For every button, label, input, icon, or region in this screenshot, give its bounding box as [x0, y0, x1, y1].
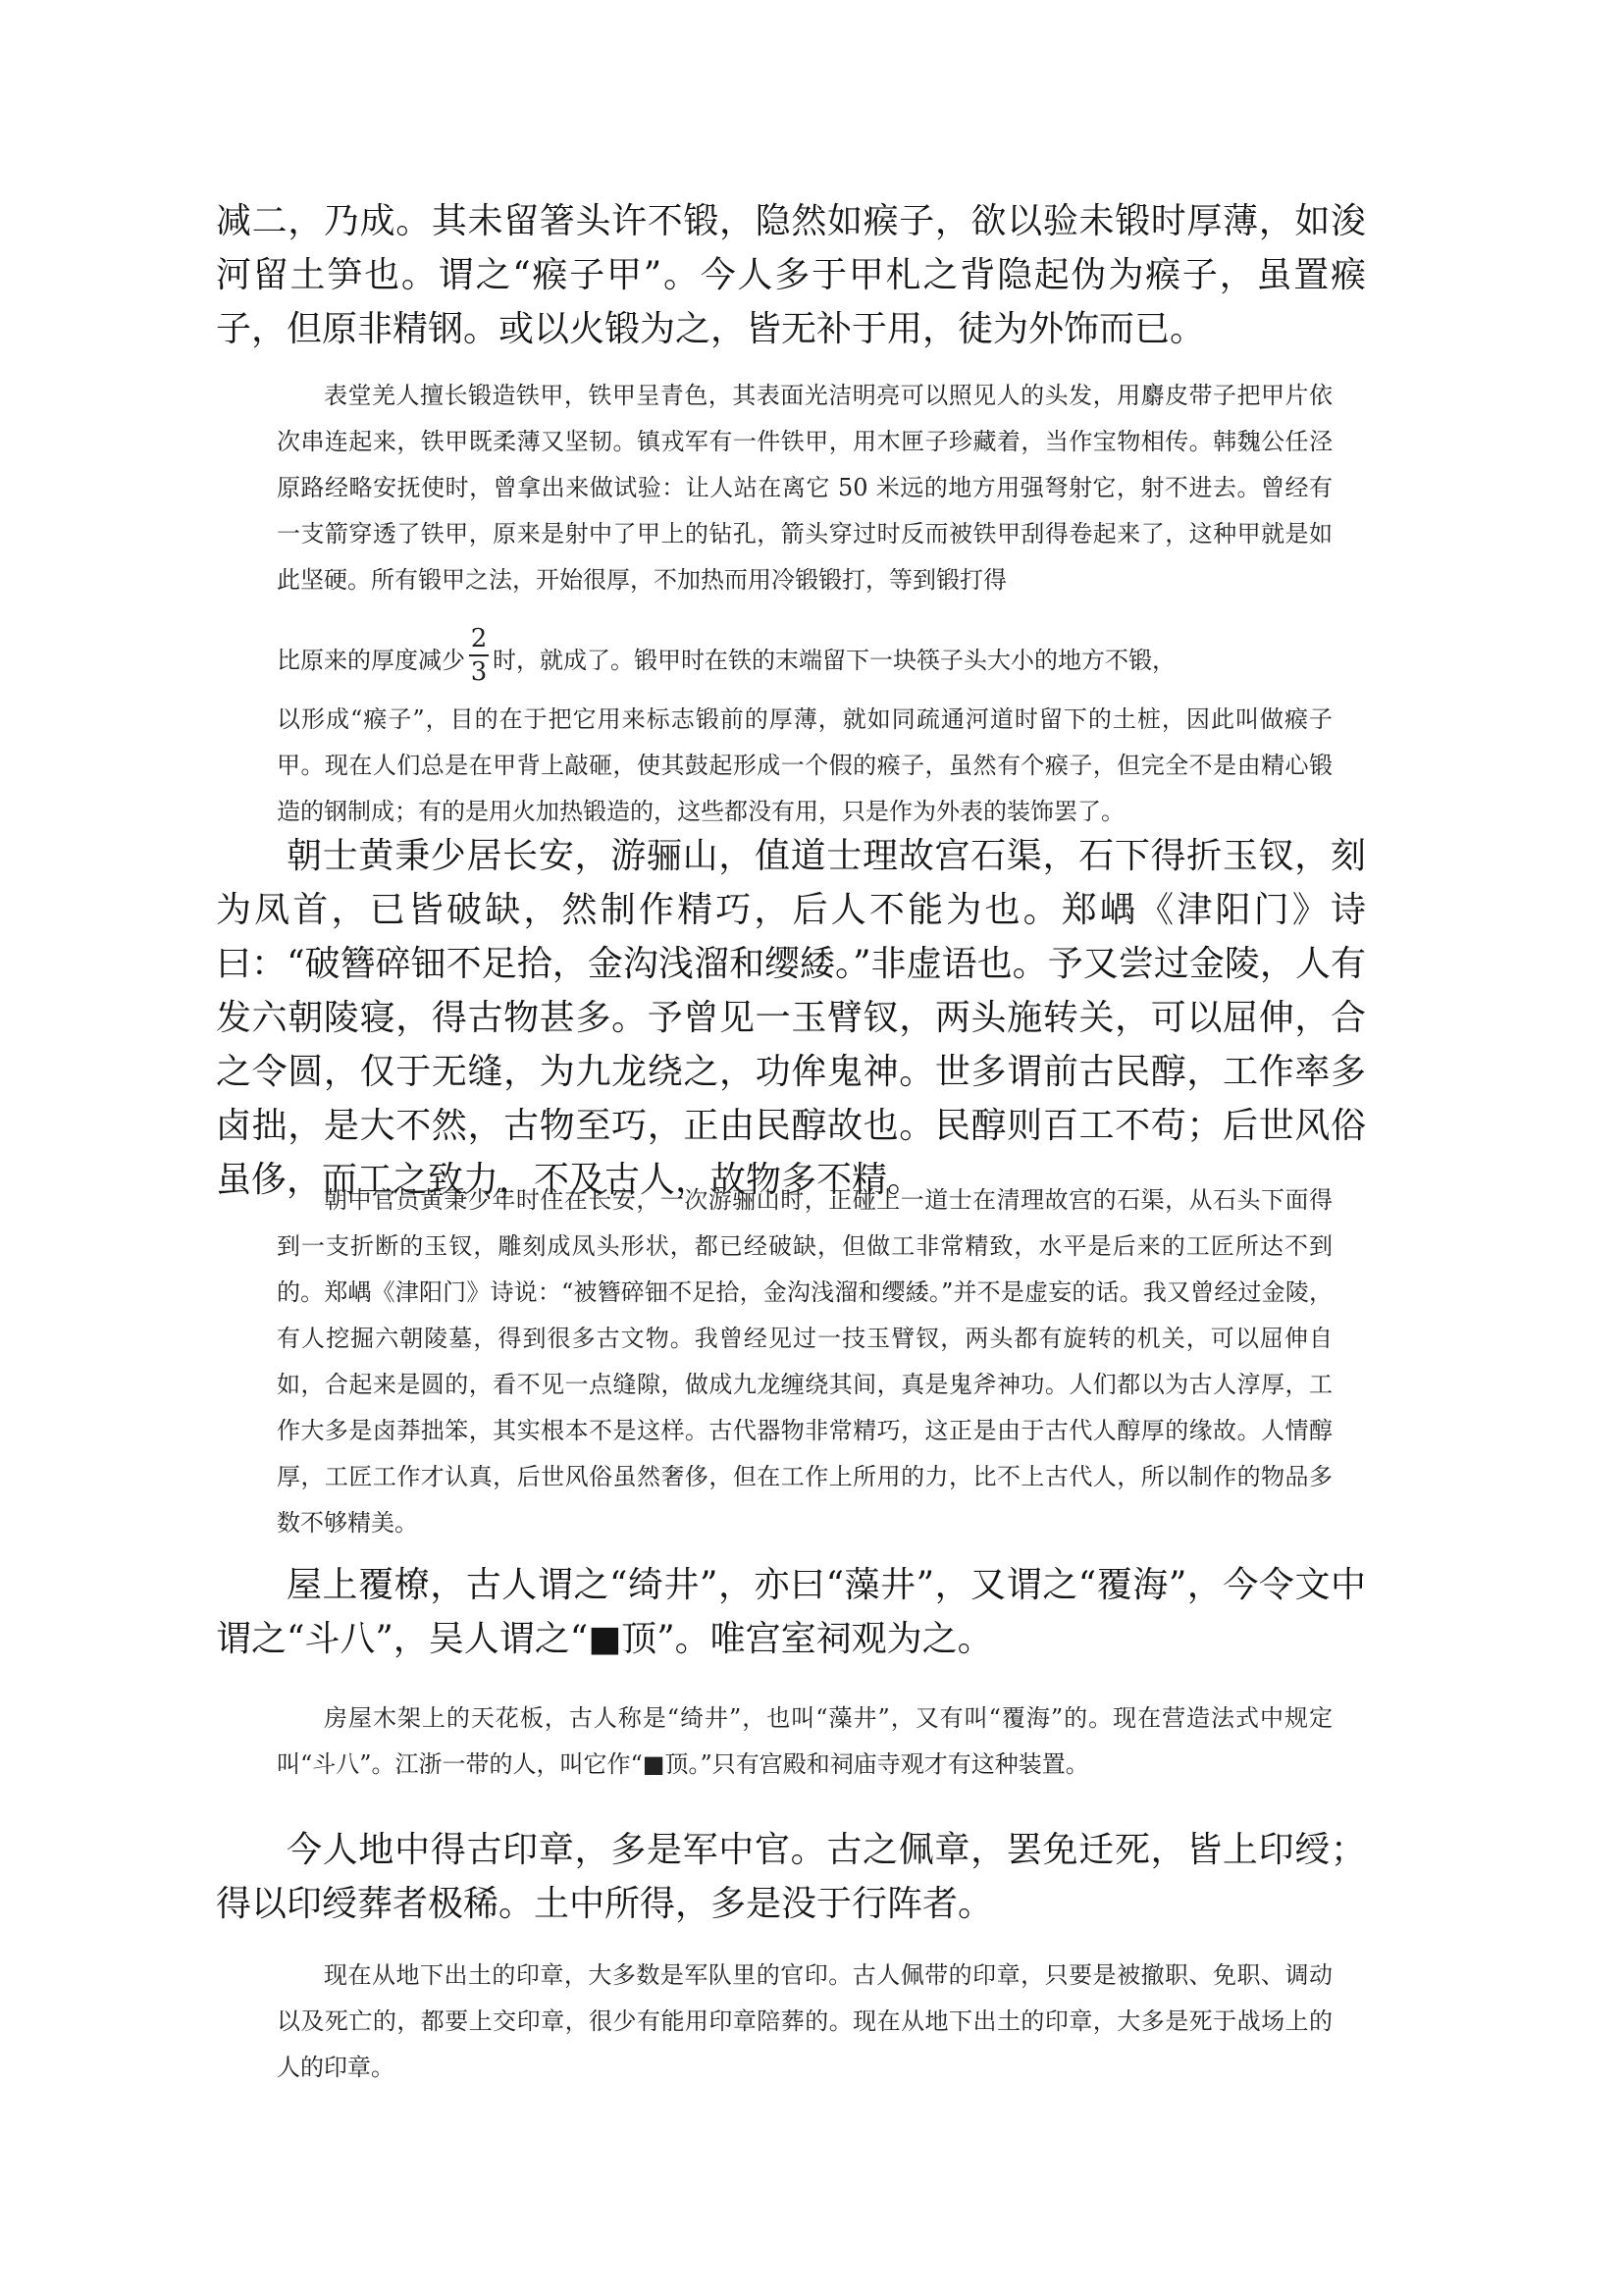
original-text-ceiling: 屋上覆橑，古人谓之“绮井”，亦曰“藻井”，又谓之“覆海”，今令文中谓之“斗八”，吴人谓之“■顶”。唯宫室祠观为之。: [216, 1565, 1366, 1659]
translation-fraction-line: [277, 646, 1333, 675]
fraction-line-before: 比原来的厚度减少: [277, 647, 465, 674]
translation-ceiling: 房屋木架上的天花板，古人称是“绮井”，也叫“藻井”，又有叫“覆海”的。现在营造法式中规定叫“斗八”。江浙一带的人，叫它作“■顶。”只有宫殿和祠庙寺观才有这种装置。: [277, 1704, 1333, 1778]
translation-armor-part1: 表堂羌人擅长锻造铁甲，铁甲呈青色，其表面光洁明亮可以照见人的头发，用麝皮带子把甲片依次串连起来，铁甲既柔薄又坚韧。镇戎军有一件铁甲，用木匣子珍藏着，当作宝物相传。韩魏公任泾原路经略安抚使时，曾拿出来做试验：让人站在离它 50 米远的地方用强弩射它，射不进去。曾经有一支箭穿透了铁甲，原来是射中了甲上的钻孔，箭头穿过时反而被铁甲刮得卷起来了，这种甲就是如此坚硬。所有锻甲之法，开始很厚，不加热而用冷锻锻打，等到锻打得: [277, 382, 1333, 594]
original-text-seals: 今人地中得古印章，多是军中官。古之佩章，罢免迁死，皆上印绶；得以印绶葬者极稀。土中所得，多是没于行阵者。: [216, 1830, 1366, 1924]
translation-jade-hairpin: 朝中官员黄秉少年时住在长安，一次游骊山时，正碰上一道士在清理故宫的石渠，从石头下面得到一支折断的玉钗，雕刻成凤头形状，都已经破缺，但做工非常精致，水平是后来的工匠所达不到的。郑嵎《津阳门》诗说：“被簪碎钿不足拾，金沟浅溜和缨緌。”并不是虚妄的话。我又曾经过金陵，有人挖掘六朝陵墓，得到很多古文物。我曾经见过一技玉臂钗，两头都有旋转的机关，可以屈伸自如，合起来是圆的，看不见一点缝隙，做成九龙缠绕其间，真是鬼斧神功。人们都以为古人淳厚，工作大多是卤莽拙笨，其实根本不是这样。古代器物非常精巧，这正是由于古代人醇厚的缘故。人情醇厚，工匠工作才认真，后世风俗虽然奢侈，但在工作上所用的力，比不上古代人，所以制作的物品多数不够精美。: [277, 1186, 1333, 1537]
translation-seals: 现在从地下出土的印章，大多数是军队里的官印。古人佩带的印章，只要是被撤职、免职、调动以及死亡的，都要上交印章，很少有能用印章陪葬的。现在从地下出土的印章，大多是死于战场上的人的印章。: [277, 1961, 1333, 2081]
fraction-line-after: 时，就成了。锻甲时在铁的末端留下一块筷子头大小的地方不锻，: [493, 647, 1176, 674]
fraction-two-thirds: [469, 626, 489, 685]
original-text-armor: 减二，乃成。其未留箸头许不锻，隐然如瘊子，欲以验未锻时厚薄，如浚河留土笋也。谓之“瘊子甲”。今人多于甲札之背隐起伪为瘊子，虽置瘊子，但原非精钢。或以火锻为之，皆无补于用，徒为外饰而已。: [216, 201, 1366, 349]
fraction-bar: [469, 654, 489, 656]
translation-armor-part2: 以形成“瘊子”，目的在于把它用来标志锻前的厚薄，就如同疏通河道时留下的土桩，因此叫做瘊子甲。现在人们总是在甲背上敲砸，使其鼓起形成一个假的瘊子，虽然有个瘊子，但完全不是由精心锻造的钢制成；有的是用火加热锻造的，这些都没有用，只是作为外表的装饰罢了。: [277, 705, 1333, 825]
fraction-denominator: 3: [470, 657, 488, 687]
original-text-jade-hairpin: 朝士黄秉少居长安，游骊山，值道士理故宫石渠，石下得折玉钗，刻为凤首，已皆破缺，然制作精巧，后人不能为也。郑嵎《津阳门》诗曰：“破簪碎钿不足拾，金沟浅溜和缨緌。”非虚语也。予又尝过金陵，人有发六朝陵寝，得古物甚多。予曾见一玉臂钗，两头施转关，可以屈伸，合之令圆，仅于无缝，为九龙绕之，功侔鬼神。世多谓前古民醇，工作率多卤拙，是大不然，古物至巧，正由民醇故也。民醇则百工不苟；后世风俗虽侈，而工之致力，不及古人，故物多不精。: [216, 836, 1366, 1200]
fraction-numerator: 2: [470, 624, 488, 653]
